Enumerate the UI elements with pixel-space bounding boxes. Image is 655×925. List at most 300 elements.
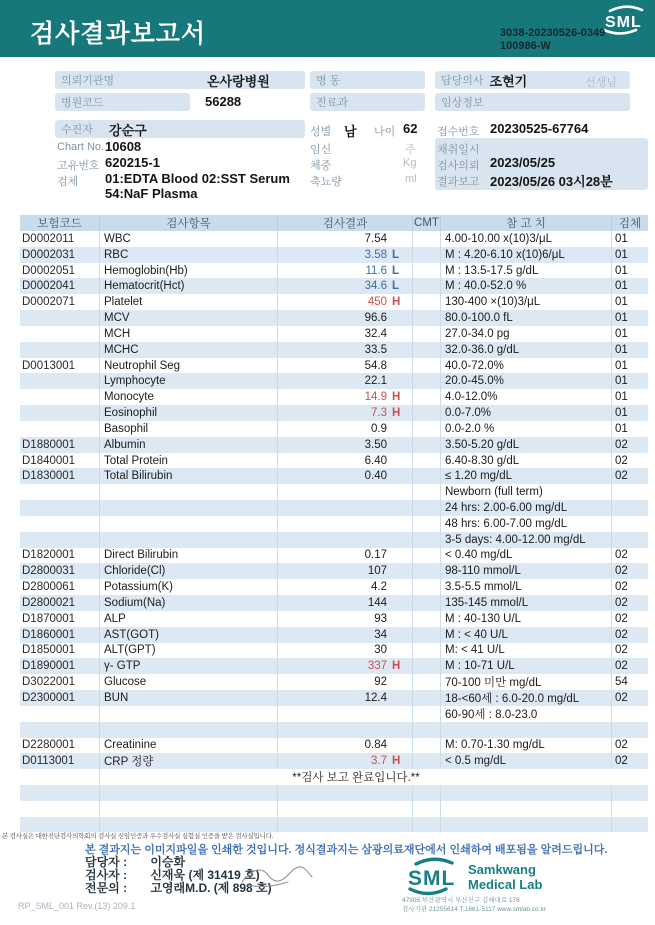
specimen-value: 01:EDTA Blood 02:SST Serum 54:NaF Plasma (105, 171, 290, 201)
result-value: 6.40 (364, 454, 387, 467)
table-row (20, 643, 648, 659)
cell-cmt (413, 263, 441, 279)
cell-result (278, 738, 413, 754)
cell-reference: 0.0-2.0 % (441, 421, 612, 437)
cell-cmt (413, 785, 441, 801)
cell-test-name: Sodium(Na) (100, 595, 278, 611)
cell-insurance-code (20, 310, 100, 326)
cell-reference: 60-90세 : 8.0-23.0 (441, 706, 612, 722)
cell-test-name: Chloride(Cl) (100, 563, 278, 579)
cell-cmt (413, 690, 441, 706)
cell-result (278, 563, 413, 579)
cell-cmt (413, 405, 441, 421)
table-row (20, 801, 648, 817)
result-flag: L (392, 280, 400, 293)
cell-result (278, 579, 413, 595)
uid-label: 고유번호 (57, 160, 100, 172)
cell-result (278, 500, 413, 516)
cell-test-name (100, 532, 278, 548)
cell-specimen: 02 (615, 470, 628, 483)
cell-specimen: 01 (615, 280, 628, 293)
cell-result (278, 310, 413, 326)
cell-result (278, 706, 413, 722)
cell-cmt (413, 358, 441, 374)
cell-test-name: γ- GTP (100, 658, 278, 674)
pregnancy-unit: 주 (405, 144, 416, 156)
result-value: 92 (374, 676, 387, 689)
result-value: 11.6 (365, 264, 387, 277)
cell-insurance-code (20, 421, 100, 437)
cell-insurance-code (20, 722, 100, 738)
org-label: 의뢰기관명 (61, 75, 115, 87)
table-row (20, 437, 648, 453)
table-row (20, 785, 648, 801)
cell-reference: 4.00-10.00 x(10)3/μL (441, 231, 612, 247)
cell-insurance-code (20, 389, 100, 405)
cell-insurance-code (20, 373, 100, 389)
cell-specimen: 02 (615, 660, 628, 673)
examiner-label: 검사자 : (85, 868, 128, 882)
cell-insurance-code: D0002041 (20, 278, 100, 294)
cell-reference: 24 hrs: 2.00-6.00 mg/dL (441, 500, 612, 516)
cell-reference: 98-110 mmol/L (441, 563, 612, 579)
cell-result (278, 595, 413, 611)
cell-test-name: Neutrophil Seg (100, 358, 278, 374)
cell-test-name: Platelet (100, 294, 278, 310)
cell-cmt (413, 294, 441, 310)
cell-result (278, 278, 413, 294)
cell-reference: 135-145 mmol/L (441, 595, 612, 611)
specialist-label: 전문의 : (85, 881, 128, 895)
table-row (20, 627, 648, 643)
cell-reference: 20.0-45.0% (441, 373, 612, 389)
cell-test-name: WBC (100, 231, 278, 247)
cell-reference: M: < 41 U/L (441, 643, 612, 659)
table-row (20, 548, 648, 564)
cell-cmt (413, 278, 441, 294)
cell-test-name: Direct Bilirubin (100, 548, 278, 564)
receipt-value: 20230525-67764 (490, 121, 589, 136)
table-row (20, 326, 648, 342)
table-row (20, 500, 648, 516)
cell-result (278, 658, 413, 674)
cell-specimen: 01 (615, 422, 628, 435)
cell-test-name: CRP 정량 (100, 753, 278, 769)
cell-specimen: 02 (615, 691, 628, 704)
cell-result (278, 722, 413, 738)
patient-name-value: 강순구 (109, 122, 147, 138)
cell-test-name: MCV (100, 310, 278, 326)
lab-name-line1: Samkwang (468, 862, 536, 877)
table-header-row (20, 215, 648, 231)
cell-result (278, 326, 413, 342)
chart-label: Chart No. (57, 141, 105, 153)
cell-reference (441, 722, 612, 738)
cell-specimen: 02 (615, 565, 628, 578)
cell-test-name: Monocyte (100, 389, 278, 405)
cell-test-name: Potassium(K) (100, 579, 278, 595)
dept-label: 진료과 (316, 97, 348, 109)
result-value: 0.84 (364, 739, 387, 752)
result-value: 7.3 (371, 407, 387, 420)
cell-reference: M : 10-71 U/L (441, 658, 612, 674)
cell-reference: ≤ 1.20 mg/dL (441, 468, 612, 484)
sml-logo-footer-icon (400, 856, 462, 896)
cell-insurance-code: D0013001 (20, 358, 100, 374)
cell-test-name: ALT(GPT) (100, 643, 278, 659)
age-label: 나이 (374, 126, 396, 138)
cell-insurance-code: D2800021 (20, 595, 100, 611)
result-value: 54.8 (364, 359, 387, 372)
cell-test-name: Total Protein (100, 453, 278, 469)
cell-insurance-code: D0002031 (20, 247, 100, 263)
cell-test-name: ALP (100, 611, 278, 627)
table-row (20, 405, 648, 421)
cell-result (278, 801, 413, 817)
cell-test-name (100, 484, 278, 500)
cell-specimen: 02 (615, 454, 628, 467)
cell-specimen: 01 (615, 359, 628, 372)
table-row (20, 421, 648, 437)
lab-contact-line: 검사기관 21255614 T.1661-5117 www.smlab.co.kr (402, 906, 546, 913)
cell-reference: M: 0.70-1.30 mg/dL (441, 738, 612, 754)
cell-reference: 0.0-7.0% (441, 405, 612, 421)
col-header-reference: 참 고 치 (441, 215, 612, 231)
cell-result (278, 484, 413, 500)
cell-specimen: 54 (615, 676, 628, 689)
cell-result (278, 753, 413, 769)
cell-reference: 40.0-72.0% (441, 358, 612, 374)
table-row (20, 516, 648, 532)
cell-insurance-code: D0113001 (20, 753, 100, 769)
result-flag: H (392, 755, 401, 768)
table-row (20, 342, 648, 358)
result-value: 3.7 (371, 755, 387, 768)
result-value: 33.5 (364, 343, 387, 356)
table-row (20, 769, 648, 785)
result-flag: H (392, 391, 401, 404)
cell-result (278, 421, 413, 437)
cell-insurance-code: D1840001 (20, 453, 100, 469)
specialist-name: 고영래M.D. (제 898 호) (150, 881, 272, 895)
cell-specimen: 02 (615, 549, 628, 562)
cell-test-name: Basophil (100, 421, 278, 437)
doctor-suffix: 선생님 (585, 77, 617, 89)
cell-test-name: RBC (100, 247, 278, 263)
result-value: 0.40 (364, 470, 387, 483)
result-value: 22.1 (364, 375, 387, 388)
cell-cmt (413, 532, 441, 548)
table-row (20, 753, 648, 769)
cell-insurance-code (20, 706, 100, 722)
cell-code (20, 769, 100, 785)
cell-test-name: Hemoglobin(Hb) (100, 263, 278, 279)
cell-specimen (612, 500, 648, 516)
result-value: 450 (367, 296, 387, 309)
print-notice: 본 결과지는 이미지파일을 인쇄한 것입니다. 정식결과지는 삼광의료재단에서 인쇄하여 배포됨을 알려드립니다. (85, 844, 608, 856)
lab-name-line2: Medical Lab (468, 877, 543, 892)
cell-cmt (413, 247, 441, 263)
table-row (20, 690, 648, 706)
cell-result (278, 785, 413, 801)
cell-test-name: BUN (100, 690, 278, 706)
page-title: 검사결과보고서 (30, 20, 207, 48)
cell-result (278, 817, 413, 833)
result-value: 34 (374, 628, 387, 641)
cell-insurance-code: D1890001 (20, 658, 100, 674)
cell-result (278, 643, 413, 659)
result-value: 7.54 (364, 232, 387, 245)
cell-insurance-code: D2300001 (20, 690, 100, 706)
result-flag: L (392, 248, 400, 261)
result-value: 12.4 (364, 691, 387, 704)
cell-result (278, 437, 413, 453)
cell-specimen: 01 (615, 232, 628, 245)
cell-cmt (413, 453, 441, 469)
result-value: 144 (367, 596, 387, 609)
cell-result (278, 674, 413, 690)
cell-cmt (413, 500, 441, 516)
hosp-code-value: 56288 (205, 94, 242, 109)
request-label: 검사의뢰 (437, 160, 480, 172)
cell-result (278, 548, 413, 564)
cell-result (278, 373, 413, 389)
table-row (20, 658, 648, 674)
result-value: 0.17 (364, 549, 387, 562)
cell-insurance-code (20, 785, 100, 801)
report-date-value: 2023/05/26 03시28분 (490, 174, 613, 189)
cell-cmt (413, 373, 441, 389)
result-value: 4.2 (371, 581, 387, 594)
sex-label: 성별 (310, 126, 332, 138)
cell-cmt (413, 421, 441, 437)
table-row (20, 484, 648, 500)
cell-specimen (612, 817, 648, 833)
cell-reference: M : < 40 U/L (441, 627, 612, 643)
hosp-code-field (55, 93, 190, 111)
table-row (20, 389, 648, 405)
pregnancy-label: 임신 (310, 144, 332, 156)
org-field (55, 71, 305, 89)
cell-cmt (413, 484, 441, 500)
cell-cmt (413, 738, 441, 754)
cell-test-name: Albumin (100, 437, 278, 453)
report-number-1: 3038-20230526-0349 (500, 27, 606, 39)
result-flag: H (392, 296, 401, 309)
clinical-label: 임상정보 (441, 97, 484, 109)
cell-insurance-code (20, 326, 100, 342)
cell-insurance-code: D0002011 (20, 231, 100, 247)
uid-value: 620215-1 (105, 155, 160, 170)
table-row (20, 278, 648, 294)
cell-specimen (612, 484, 648, 500)
cell-specimen (612, 532, 648, 548)
table-row (20, 231, 648, 247)
cell-reference: 18-<60세 : 6.0-20.0 mg/dL (441, 690, 612, 706)
table-row (20, 532, 648, 548)
cell-specimen: 01 (615, 343, 628, 356)
cell-specimen: 02 (615, 612, 628, 625)
ward-field (310, 71, 425, 89)
cell-reference: 3.50-5.20 g/dL (441, 437, 612, 453)
cell-specimen: 02 (615, 755, 628, 768)
doctor-value: 조현기 (489, 73, 528, 89)
cell-result (278, 389, 413, 405)
cell-result (278, 532, 413, 548)
cell-result (278, 516, 413, 532)
cell-specimen: 02 (615, 581, 628, 594)
ward-label: 병 동 (316, 75, 341, 87)
cell-insurance-code: D0002051 (20, 263, 100, 279)
cell-test-name: Creatinine (100, 738, 278, 754)
cell-insurance-code (20, 405, 100, 421)
cell-test-name: MCHC (100, 342, 278, 358)
cell-cmt (413, 643, 441, 659)
table-row (20, 595, 648, 611)
cell-reference (441, 785, 612, 801)
cell-reference: 32.0-36.0 g/dL (441, 342, 612, 358)
cell-reference: M : 40.0-52.0 % (441, 278, 612, 294)
result-value: 32.4 (364, 327, 387, 340)
cell-insurance-code: D1880001 (20, 437, 100, 453)
cell-insurance-code (20, 516, 100, 532)
cell-insurance-code (20, 532, 100, 548)
cell-insurance-code: D0002071 (20, 294, 100, 310)
cell-reference: Newborn (full term) (441, 484, 612, 500)
cell-cmt (413, 658, 441, 674)
cell-specimen: 01 (615, 327, 628, 340)
table-row (20, 263, 648, 279)
table-row (20, 706, 648, 722)
cell-result (278, 358, 413, 374)
hosp-code-label: 병원코드 (61, 97, 104, 109)
receipt-label: 접수번호 (437, 126, 480, 138)
weight-label: 체중 (310, 160, 332, 172)
cell-test-name: Glucose (100, 674, 278, 690)
cell-insurance-code (20, 500, 100, 516)
request-value: 2023/05/25 (490, 155, 556, 170)
document-number: RP_SML_001 Rev.(13) 209.1 (18, 901, 136, 911)
cell-cmt (413, 722, 441, 738)
cell-result (278, 405, 413, 421)
table-row (20, 563, 648, 579)
complete-message: **검사 보고 완료입니다.** (292, 772, 420, 785)
table-row (20, 468, 648, 484)
table-row (20, 358, 648, 374)
cell-insurance-code: D3022001 (20, 674, 100, 690)
cell-reference: 80.0-100.0 fL (441, 310, 612, 326)
table-row (20, 611, 648, 627)
result-flag: H (392, 660, 401, 673)
table-row (20, 674, 648, 690)
cell-insurance-code: D1860001 (20, 627, 100, 643)
cell-specimen (612, 785, 648, 801)
cell-specimen: 01 (615, 407, 628, 420)
cell-result (278, 263, 413, 279)
cell-insurance-code: D1830001 (20, 468, 100, 484)
result-value: 0.9 (371, 422, 387, 435)
cell-specimen (612, 706, 648, 722)
cell-cmt (413, 231, 441, 247)
manager-name: 이승화 (150, 855, 186, 869)
cell-cmt (413, 595, 441, 611)
results-table (20, 215, 648, 832)
cell-specimen: 02 (615, 739, 628, 752)
patient-name-label: 수진자 (61, 124, 93, 136)
cell-result (278, 627, 413, 643)
sex-value: 남 (344, 124, 357, 139)
patient-name-field (55, 120, 305, 138)
cell-specimen: 02 (615, 596, 628, 609)
cell-specimen: 02 (615, 644, 628, 657)
table-row (20, 722, 648, 738)
cell-cmt (413, 468, 441, 484)
manager-label: 담당자 : (85, 855, 128, 869)
cell-specimen: 01 (615, 312, 628, 325)
cell-test-name: AST(GOT) (100, 627, 278, 643)
clinical-field (435, 93, 630, 111)
cell-insurance-code (20, 484, 100, 500)
cell-reference: 3.5-5.5 mmol/L (441, 579, 612, 595)
cell-result (278, 453, 413, 469)
svg-text:SML: SML (605, 14, 642, 31)
cell-cmt (413, 342, 441, 358)
table-row (20, 247, 648, 263)
weight-unit: Kg (403, 157, 417, 169)
table-body (20, 231, 648, 832)
cell-test-name: Lymphocyte (100, 373, 278, 389)
signature-scribble (238, 864, 316, 895)
certification-note: 본 검사실은 대한진단검사의학회의 검사실 신임인증과 우수검사실 실험실 인증을 받은 검사실입니다. (2, 833, 274, 840)
cell-reference: 3-5 days: 4.00-12.00 mg/dL (441, 532, 612, 548)
result-flag: L (392, 264, 400, 277)
table-row (20, 310, 648, 326)
lab-name (468, 862, 542, 892)
cell-insurance-code: D1870001 (20, 611, 100, 627)
cell-insurance-code: D2800061 (20, 579, 100, 595)
cell-reference (441, 817, 612, 833)
report-numbers (500, 27, 605, 53)
result-value: 30 (374, 644, 387, 657)
svg-text:SML: SML (408, 867, 456, 890)
cell-result (278, 690, 413, 706)
cell-insurance-code: D2800031 (20, 563, 100, 579)
cell-cmt (413, 817, 441, 833)
cell-specimen (612, 516, 648, 532)
table-row (20, 579, 648, 595)
cell-reference: 4.0-12.0% (441, 389, 612, 405)
cell-result (278, 231, 413, 247)
cell-cmt (413, 310, 441, 326)
cell-cmt (413, 579, 441, 595)
urine-unit: ml (405, 173, 417, 185)
cell-test-name: Hematocrit(Hct) (100, 278, 278, 294)
cell-reference: 130-400 ×(10)3/μL (441, 294, 612, 310)
cell-cmt (413, 611, 441, 627)
cell-reference: < 0.5 mg/dL (441, 753, 612, 769)
table-row (20, 373, 648, 389)
cell-cmt (413, 516, 441, 532)
doctor-label: 담당의사 (441, 75, 484, 87)
cell-insurance-code: D2280001 (20, 738, 100, 754)
table-row (20, 738, 648, 754)
cell-cmt (413, 548, 441, 564)
cell-cmt (413, 801, 441, 817)
col-header-code: 보험코드 (20, 215, 100, 231)
age-value: 62 (403, 121, 418, 136)
chart-value: 10608 (105, 139, 142, 154)
table-row (20, 453, 648, 469)
